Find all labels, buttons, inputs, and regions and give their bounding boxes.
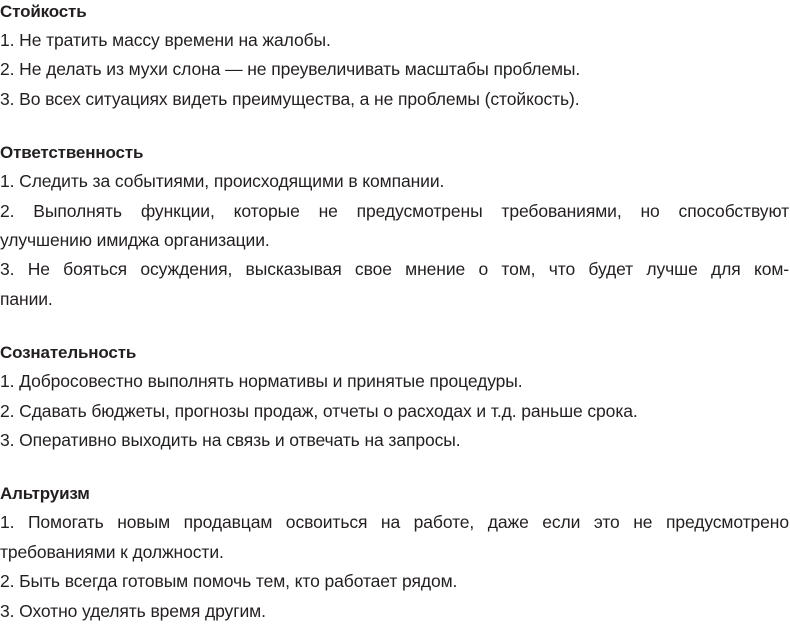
list-item: 1. Следить за событиями, происходящими в компании. <box>0 171 445 192</box>
list-item: 3. Во всех ситуациях видеть преимущества, а не проблемы (стойкость). <box>0 88 580 109</box>
list-item: 2. Не делать из мухи слона — не преувеличивать масштабы проблемы. <box>0 59 581 80</box>
list-item: 1. Добросовестно выполнять нормативы и принятые процедуры. <box>0 371 523 392</box>
list-item: 3. Оперативно выходить на связь и отвечать на запросы. <box>0 430 461 451</box>
list-item: 2. Быть всегда готовым помочь тем, кто работает рядом. <box>0 571 458 592</box>
document-section <box>0 338 790 455</box>
section-heading: Ответственность <box>0 143 144 163</box>
document-section <box>0 479 790 626</box>
section-heading: Стойкость <box>0 2 87 21</box>
list-item-line: 2. Выполнять функции, которые не предусмотрены требованиями, но способствуют <box>0 200 789 221</box>
list-item-line: пании. <box>0 288 53 309</box>
document-section <box>0 0 790 114</box>
list-item-line: 1. Помогать новым продавцам освоиться на работе, даже если это не предусмотрено <box>0 512 789 533</box>
list-item <box>0 197 789 256</box>
list-item <box>0 508 789 567</box>
list-item-line: 3. Не бояться осуждения, высказывая свое мнение о том, что будет лучше для ком- <box>0 259 789 280</box>
list-item: 1. Не тратить массу времени на жалобы. <box>0 30 331 50</box>
list-item <box>0 255 789 314</box>
section-heading: Альтруизм <box>0 484 90 504</box>
section-heading: Сознательность <box>0 343 137 363</box>
list-item: 3. Охотно уделять время другим. <box>0 600 266 621</box>
document-section <box>0 138 790 314</box>
list-item-line: требованиями к должности. <box>0 541 224 562</box>
list-item: 2. Сдавать бюджеты, прогнозы продаж, отчеты о расходах и т.д. раньше срока. <box>0 400 638 421</box>
list-item-line: улучшению имиджа организации. <box>0 230 270 251</box>
